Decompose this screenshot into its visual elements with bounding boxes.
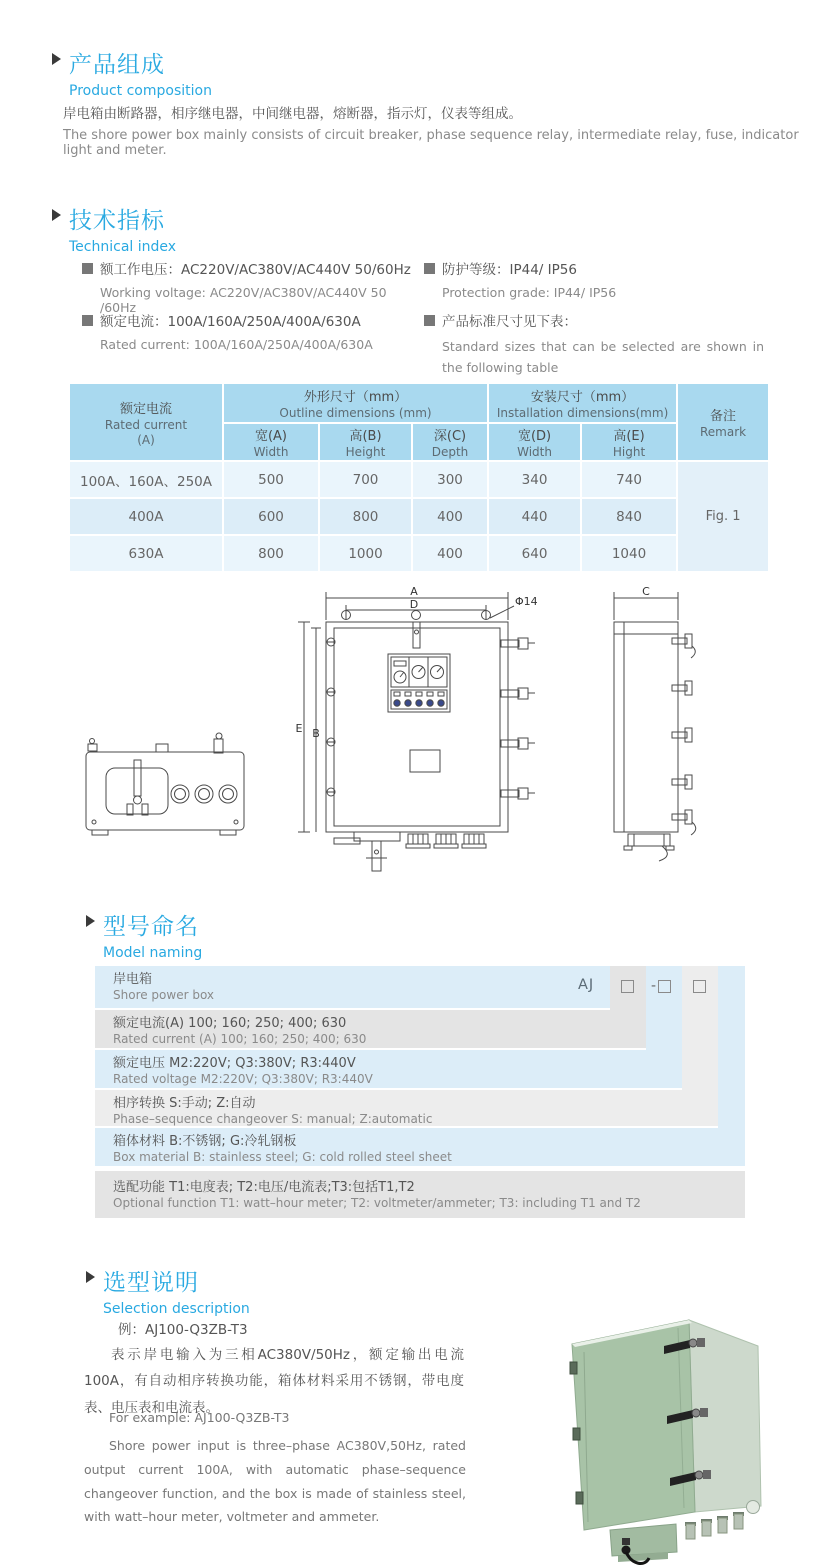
col-header-rated-current: 额定电流 Rated current (A) — [69, 383, 223, 461]
section-title-en: Model naming — [103, 945, 203, 961]
spec-en: Rated current: 100A/160A/250A/400A/630A — [100, 337, 373, 352]
section-marker-icon — [86, 1271, 95, 1283]
naming-row-optional-function — [95, 1171, 745, 1218]
spec-en: Working voltage: AC220V/AC380V/AC440V 50 /60Hz — [100, 285, 387, 315]
row-label-en: Rated current (A) 100; 160; 250; 400; 630 — [113, 1032, 367, 1046]
section-marker-icon — [52, 53, 61, 65]
dim-label-B: B — [312, 727, 320, 740]
spec-en: Standard sizes that can be selected are shown in the following table — [442, 339, 764, 375]
front-view — [295, 592, 535, 871]
section-marker-icon — [52, 209, 61, 221]
sub-header-height-b: 高(B) Height — [319, 423, 412, 461]
dim-label-D: D — [409, 598, 419, 611]
section-title-en: Technical index — [69, 239, 177, 255]
sub-header-depth-c: 深(C) Depth — [412, 423, 488, 461]
section-selection-description — [86, 1264, 250, 1317]
dim-label-E: E — [295, 722, 303, 735]
spec-standard-sizes — [424, 310, 764, 378]
size-table — [68, 382, 770, 573]
naming-row-shore-power-box — [95, 966, 610, 1008]
naming-row-rated-current — [95, 1010, 646, 1048]
dim-label-A: A — [410, 585, 418, 598]
table-row: 100A、160A、250A 500 700 300 340 740 Fig. 1 — [69, 461, 769, 498]
section-model-naming — [86, 908, 202, 961]
col-header-remark: 备注 Remark — [677, 383, 769, 461]
section-title-en: Product composition — [69, 83, 212, 99]
selection-example-en: For example: AJ100-Q3ZB-T3 — [109, 1410, 290, 1425]
model-code-prefix: AJ — [578, 977, 595, 993]
bullet-square-icon — [82, 315, 93, 326]
row-label-cn: 岸电箱 — [113, 972, 153, 987]
section-title-cn: 选型说明 — [103, 1270, 199, 1296]
technical-drawing — [58, 582, 772, 880]
composition-body-en: The shore power box mainly consists of circuit breaker, phase sequence relay, intermediate relay, fuse, indicator light and meter. — [63, 128, 799, 158]
spec-en: Protection grade: IP44/ IP56 — [442, 285, 617, 300]
row-label-cn: 选配功能 T1:电度表; T2:电压/电流表;T3:包括T1,T2 — [113, 1180, 415, 1195]
naming-row-rated-voltage — [95, 1050, 682, 1088]
selection-example-cn: 例：AJ100-Q3ZB-T3 — [118, 1322, 248, 1338]
group-header-install: 安装尺寸（mm） Installation dimensions(mm) — [488, 383, 677, 423]
spec-cn: 防护等级：IP44/ IP56 — [442, 262, 577, 278]
side-view — [614, 592, 696, 861]
row-label-en: Phase–sequence changeover S: manual; Z:automatic — [113, 1112, 433, 1126]
dim-label-C: C — [642, 585, 650, 598]
naming-row-phase-sequence — [95, 1090, 718, 1126]
sub-header-height-e: 高(E) Hight — [581, 423, 677, 461]
sub-header-width-d: 宽(D) Width — [488, 423, 581, 461]
code-placeholder-box — [693, 980, 706, 993]
spec-rated-current — [82, 310, 422, 352]
composition-body-cn: 岸电箱由断路器，相序继电器，中间继电器，熔断器，指示灯，仪表等组成。 — [63, 106, 522, 122]
row-label-cn: 额定电压 M2:220V; Q3:380V; R3:440V — [113, 1056, 356, 1071]
bullet-square-icon — [82, 263, 93, 274]
table-row: 630A 800 1000 400 640 1040 — [69, 535, 769, 572]
remark-cell: Fig. 1 — [677, 461, 769, 572]
selection-body-en: Shore power input is three–phase AC380V,50Hz, rated output current 100A, with automatic phase–sequence changeover function, and the box is made of stainless steel, with watt–hour meter, voltmeter and ammeter. — [84, 1438, 466, 1525]
product-photo-cabinet — [548, 1300, 820, 1568]
riser-box-material — [718, 966, 745, 1128]
row-label-en: Box material B: stainless steel; G: cold rolled steel sheet — [113, 1150, 452, 1164]
sub-header-width-a: 宽(A) Width — [223, 423, 319, 461]
section-marker-icon — [86, 915, 95, 927]
spec-cn: 额工作电压：AC220V/AC380V/AC440V 50/60Hz — [100, 262, 411, 278]
code-placeholder-box — [658, 980, 671, 993]
row-label-cn: 相序转换 S:手动; Z:自动 — [113, 1096, 256, 1111]
naming-row-box-material — [95, 1128, 745, 1166]
row-label-en: Optional function T1: watt–hour meter; T2: voltmeter/ammeter; T3: including T1 and T2 — [113, 1196, 641, 1210]
section-technical-index — [52, 202, 176, 255]
spec-cn: 额定电流：100A/160A/250A/400A/630A — [100, 314, 361, 330]
row-label-en: Rated voltage M2:220V; Q3:380V; R3:440V — [113, 1072, 373, 1086]
row-label-cn: 额定电流(A) 100; 160; 250; 400; 630 — [113, 1016, 347, 1031]
bullet-square-icon — [424, 263, 435, 274]
selection-body-cn: 表示岸电输入为三相AC380V/50Hz，额定输出电流100A，有自动相序转换功能，箱体材料采用不锈钢，带电度表、电压表和电流表。 — [84, 1347, 464, 1416]
section-title-cn: 产品组成 — [69, 52, 165, 78]
spec-cn: 产品标准尺寸见下表： — [442, 314, 577, 330]
section-title-cn: 技术指标 — [69, 208, 165, 234]
table-row: 400A 600 800 400 440 840 — [69, 498, 769, 535]
row-label-en: Shore power box — [113, 988, 215, 1002]
model-naming-diagram — [95, 966, 745, 1218]
bottom-view — [86, 733, 244, 835]
section-product-composition — [52, 46, 212, 99]
code-dash: - — [651, 978, 657, 994]
group-header-outline: 外形尺寸（mm） Outline dimensions (mm) — [223, 383, 488, 423]
section-title-cn: 型号命名 — [103, 914, 199, 940]
dim-label-dia14: Φ14 — [515, 595, 538, 608]
spec-protection-grade — [424, 258, 764, 300]
code-placeholder-box — [621, 980, 634, 993]
section-title-en: Selection description — [103, 1301, 250, 1317]
spec-working-voltage — [82, 258, 422, 315]
cable-glands — [685, 1512, 744, 1539]
row-label-cn: 箱体材料 B:不锈钢; G:冷轧钢板 — [113, 1134, 297, 1149]
bullet-square-icon — [424, 315, 435, 326]
